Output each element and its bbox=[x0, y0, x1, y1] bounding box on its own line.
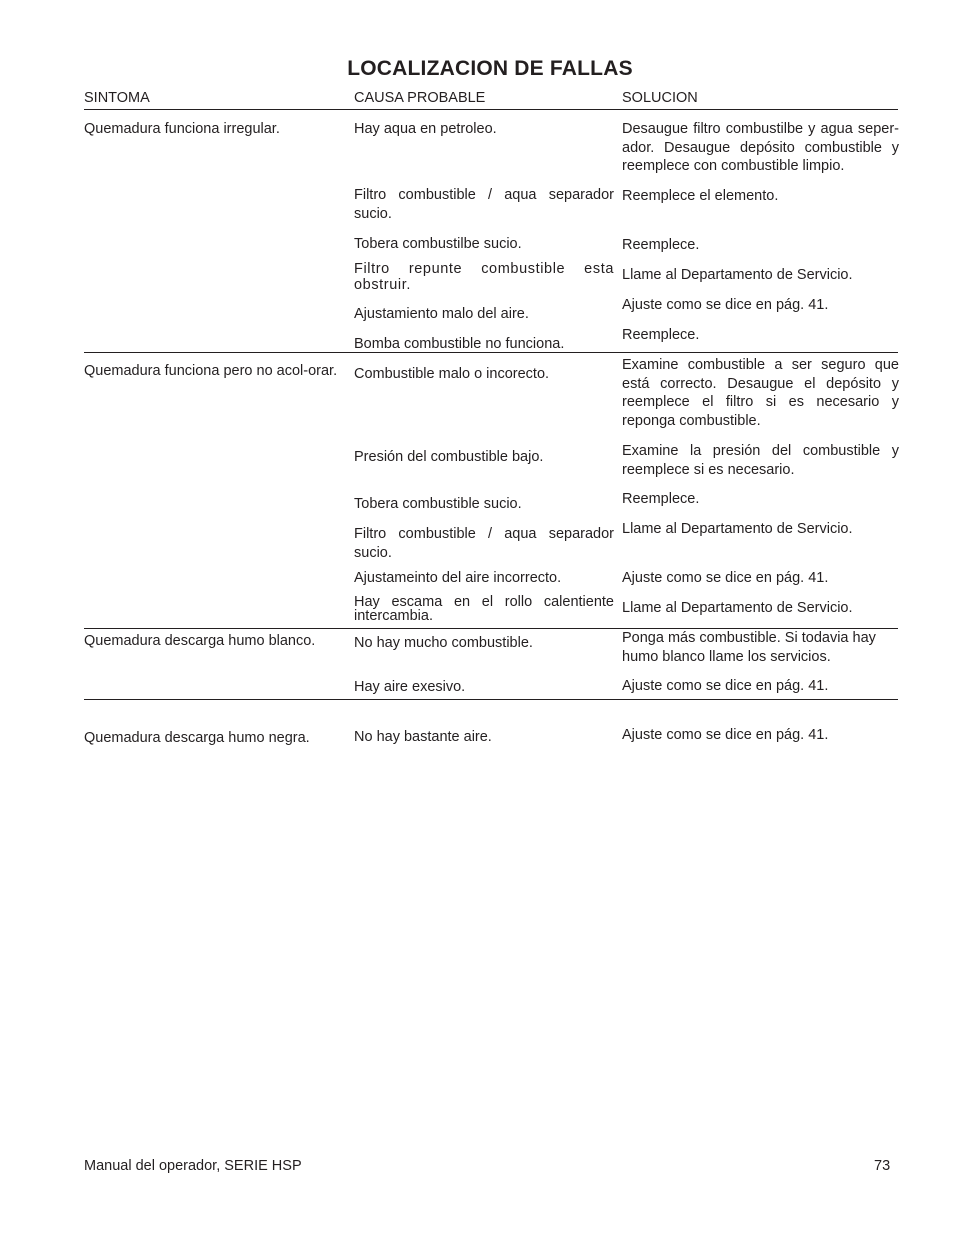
cause-cell: Hay escama en el rollo calentiente intercambia. bbox=[354, 594, 614, 624]
header-cause: CAUSA PROBABLE bbox=[354, 90, 486, 106]
cause-cell: Hay aqua en petroleo. bbox=[354, 121, 497, 137]
symptom-cell: Quemadura descarga humo blanco. bbox=[84, 633, 316, 649]
header-symptom: SINTOMA bbox=[84, 90, 150, 106]
header-solution: SOLUCION bbox=[622, 90, 698, 106]
solution-cell: Examine combustible a ser seguro que está correcto. Desaugue el depósito y reemplece el filtro si es necesario y reponga combustible. bbox=[622, 357, 899, 429]
solution-cell: Reemplece. bbox=[622, 327, 700, 343]
page-number: 73 bbox=[874, 1158, 891, 1174]
header-divider bbox=[84, 109, 898, 110]
section-divider bbox=[84, 352, 898, 353]
cause-cell: Presión del combustible bajo. bbox=[354, 449, 544, 465]
solution-cell: Desaugue filtro combustilbe y agua seper-ador. Desaugue depósito combustible y reemplece con combustible limpio. bbox=[622, 121, 899, 174]
solution-cell: Llame al Departamento de Servicio. bbox=[622, 521, 853, 537]
footer-manual-title: Manual del operador, SERIE HSP bbox=[84, 1158, 302, 1174]
solution-cell: Reemplece. bbox=[622, 491, 700, 507]
cause-cell: Tobera combustible sucio. bbox=[354, 496, 522, 512]
solution-cell: Llame al Departamento de Servicio. bbox=[622, 600, 853, 616]
cause-cell: Filtro combustible / aqua separador sucio. bbox=[354, 526, 614, 561]
cause-cell: No hay bastante aire. bbox=[354, 729, 492, 745]
cause-cell: Bomba combustible no funciona. bbox=[354, 336, 565, 352]
solution-cell: Reemplece. bbox=[622, 237, 700, 253]
cause-cell: Filtro repunte combustible esta obstruir. bbox=[354, 261, 614, 293]
symptom-cell: Quemadura funciona pero no acol-orar. bbox=[84, 363, 338, 379]
cause-cell: Ajustamiento malo del aire. bbox=[354, 306, 529, 322]
solution-cell: Examine la presión del combustible y reemplece si es necesario. bbox=[622, 443, 899, 478]
cause-cell: Hay aire exesivo. bbox=[354, 679, 466, 695]
symptom-cell: Quemadura funciona irregular. bbox=[84, 121, 280, 137]
cause-cell: No hay mucho combustible. bbox=[354, 635, 533, 651]
page-title: LOCALIZACION DE FALLAS bbox=[347, 57, 633, 80]
cause-cell: Filtro combustible / aqua separador sucio. bbox=[354, 187, 614, 222]
solution-cell: Reemplece el elemento. bbox=[622, 188, 779, 204]
cause-cell: Ajustameinto del aire incorrecto. bbox=[354, 570, 562, 586]
solution-cell: Ajuste como se dice en pág. 41. bbox=[622, 727, 829, 743]
solution-cell: Ajuste como se dice en pág. 41. bbox=[622, 297, 829, 313]
solution-cell: Ajuste como se dice en pág. 41. bbox=[622, 678, 829, 694]
solution-cell: Ponga más combustible. Si todavia hay humo blanco llame los servicios. bbox=[622, 630, 876, 665]
solution-cell: Llame al Departamento de Servicio. bbox=[622, 267, 853, 283]
symptom-cell: Quemadura descarga humo negra. bbox=[84, 730, 310, 746]
cause-cell: Combustible malo o incorecto. bbox=[354, 366, 550, 382]
solution-cell: Ajuste como se dice en pág. 41. bbox=[622, 570, 829, 586]
section-divider bbox=[84, 699, 898, 700]
cause-cell: Tobera combustilbe sucio. bbox=[354, 236, 522, 252]
